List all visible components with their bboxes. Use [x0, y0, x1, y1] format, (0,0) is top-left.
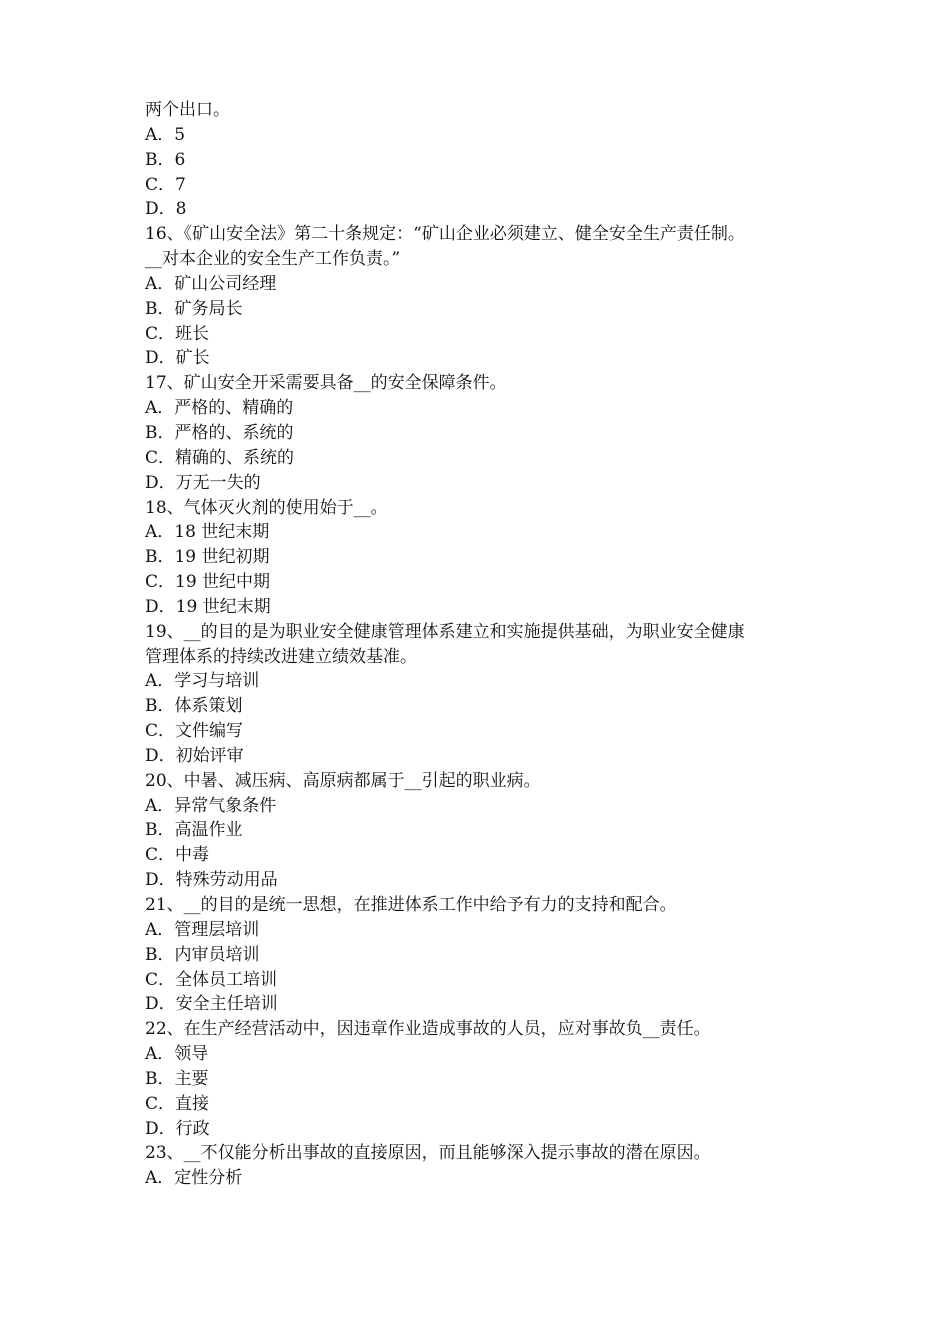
answer-option: A．异常气象条件 [145, 795, 277, 816]
answer-option: B．严格的、系统的 [145, 422, 294, 443]
answer-option: A．领导 [145, 1044, 209, 1065]
answer-option: D．行政 [145, 1118, 210, 1139]
question-stem: 23、__不仅能分析出事故的直接原因，而且能够深入提示事故的潜在原因。 [145, 1143, 711, 1164]
answer-option: C．精确的、系统的 [145, 447, 295, 468]
question-stem: 18、气体灭火剂的使用始于__。 [145, 497, 388, 518]
answer-option: C．文件编写 [145, 721, 244, 742]
answer-option: D．安全主任培训 [145, 994, 278, 1015]
answer-option: D．8 [145, 199, 187, 220]
question-stem: 22、在生产经营活动中，因违章作业造成事故的人员，应对事故负__责任。 [145, 1019, 711, 1040]
answer-option: C．直接 [145, 1093, 210, 1114]
answer-option: D．特殊劳动用品 [145, 870, 278, 891]
text-line: 两个出口。 [145, 100, 230, 120]
answer-option: C．全体员工培训 [145, 969, 278, 990]
question-stem: 16、《矿山安全法》第二十条规定：“矿山企业必须建立、健全安全生产责任制。 [145, 224, 745, 245]
answer-option: A．学习与培训 [145, 671, 260, 692]
answer-option: D．初始评审 [145, 745, 244, 766]
answer-option: A．5 [145, 124, 186, 145]
answer-option: A．严格的、精确的 [145, 398, 294, 419]
answer-option: B．矿务局长 [145, 298, 243, 319]
answer-option: A．定性分析 [145, 1168, 243, 1189]
answer-option: C．班长 [145, 323, 210, 344]
answer-option: B．高温作业 [145, 820, 243, 841]
answer-option: B．主要 [145, 1068, 209, 1089]
question-stem: 19、__的目的是为职业安全健康管理体系建立和实施提供基础，为职业安全健康 [145, 621, 745, 642]
answer-option: D．矿长 [145, 348, 210, 369]
answer-option: A．矿山公司经理 [145, 273, 277, 294]
answer-option: B．6 [145, 149, 186, 170]
answer-option: C．19 世纪中期 [145, 572, 271, 593]
text-line: 管理体系的持续改进建立绩效基准。 [145, 646, 417, 667]
answer-option: B．内审员培训 [145, 944, 260, 965]
question-stem: 17、矿山安全开采需要具备__的安全保障条件。 [145, 373, 507, 394]
question-stem: 21、__的目的是统一思想，在推进体系工作中给予有力的支持和配合。 [145, 895, 677, 915]
answer-option: B．体系策划 [145, 696, 243, 717]
answer-option: A．管理层培训 [145, 919, 260, 940]
answer-option: C．7 [145, 174, 186, 195]
question-stem: 20、中暑、减压病、高原病都属于__引起的职业病。 [145, 770, 541, 791]
answer-option: B．19 世纪初期 [145, 547, 270, 568]
answer-option: A．18 世纪末期 [145, 522, 270, 543]
answer-option: C．中毒 [145, 845, 210, 866]
question-text-block [145, 98, 825, 1191]
answer-option: D．19 世纪末期 [145, 596, 271, 617]
answer-option: D．万无一失的 [145, 472, 261, 493]
text-line: __对本企业的安全生产工作负责。” [145, 249, 401, 270]
